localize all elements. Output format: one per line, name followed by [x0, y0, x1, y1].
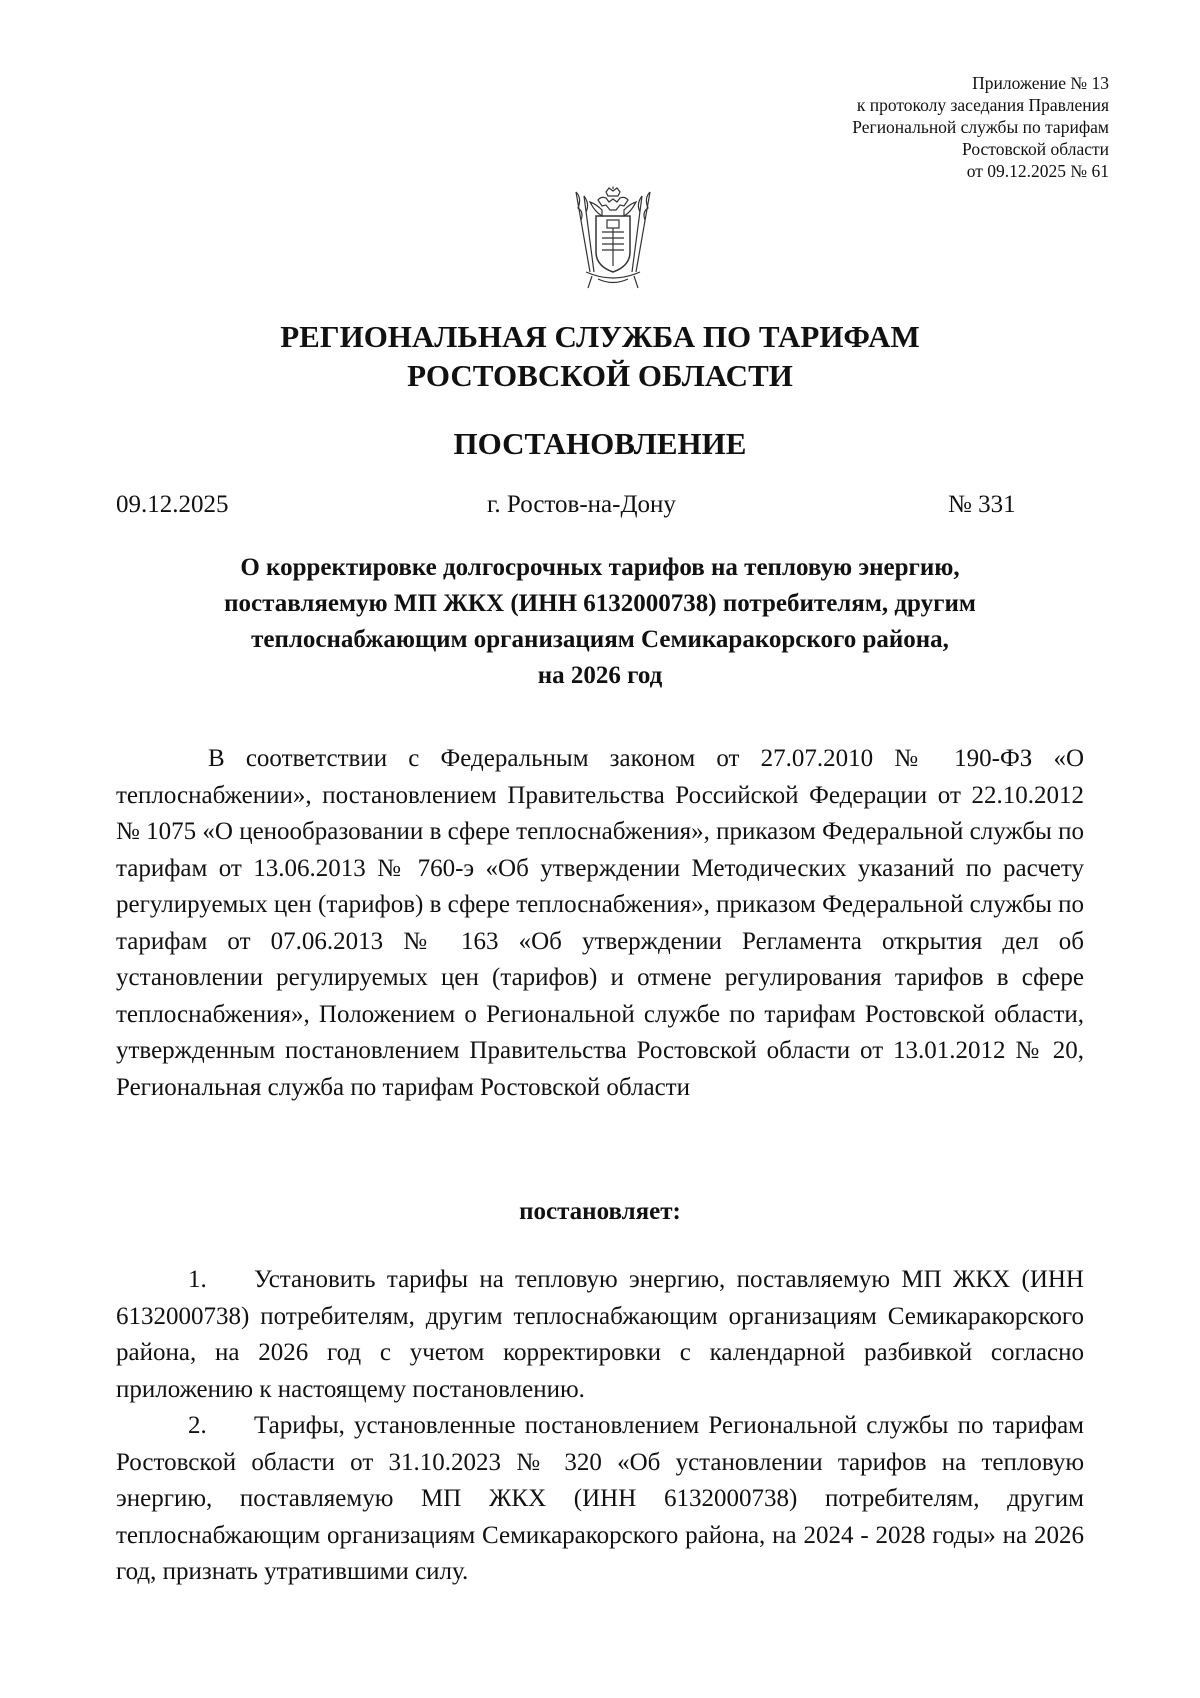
- organization-name-line: РЕГИОНАЛЬНАЯ СЛУЖБА ПО ТАРИФАМ: [280, 319, 920, 354]
- list-item: [116, 1408, 1084, 1591]
- item-number: 1.: [188, 1266, 207, 1293]
- decree-word: постановляет:: [519, 1198, 681, 1225]
- appendix-line: Региональной службы по тарифам: [852, 117, 1109, 137]
- document-date: 09.12.2025: [116, 491, 229, 518]
- appendix-reference: [689, 72, 1109, 182]
- organization-name-line: РОСТОВСКОЙ ОБЛАСТИ: [407, 358, 793, 393]
- rostov-oblast-coat-of-arms-icon: [568, 186, 658, 290]
- list-item: [116, 1262, 1084, 1408]
- preamble-paragraph: В соответствии с Федеральным законом от 27.07.2010 № 190-ФЗ «О теплоснабжении», постановлением Правительства Российской Федерации от 22.10.2012 № 1075 «О ценообразовании в сфере теплоснабжения», приказом Федеральной службы по тарифам от 13.06.2013 № 760-э «Об утверждении Методических указаний по расчету регулируемых цен (тарифов) в сфере теплоснабжения», приказом Федеральной службы по тарифам от 07.06.2013 № 163 «Об утверждении Регламента открытия дел об установлении регулируемых цен (тарифов) и отмене регулирования тарифов в сфере теплоснабжения», Положением о Региональной службе по тарифам Ростовской области, утвержденным постановлением Правительства Ростовской области от 13.01.2012 № 20, Региональная служба по тарифам Ростовской области: [116, 745, 1084, 1101]
- appendix-line: Приложение № 13: [972, 73, 1109, 93]
- resolution-items: [116, 1262, 1084, 1591]
- item-text: Тарифы, установленные постановлением Региональной службы по тарифам Ростовской области от 31.10.2023 № 320 «Об установлении тарифов на тепловую энергию, поставляемую МП ЖКХ (ИНН 6132000738) потребителям, другим теплоснабжающим организациям Семикаракорского района, на 2024 - 2028 годы» на 2026 год, признать утратившими силу.: [116, 1412, 1084, 1585]
- item-text: Установить тарифы на тепловую энергию, поставляемую МП ЖКХ (ИНН 6132000738) потребителям, другим теплоснабжающим организациям Семикаракорского района, на 2026 год с учетом корректировки с календарной разбивкой согласно приложению к настоящему постановлению.: [116, 1266, 1084, 1403]
- document-type: ПОСТАНОВЛЕНИЕ: [453, 426, 747, 461]
- document-number: № 331: [948, 491, 1016, 518]
- appendix-line: от 09.12.2025 № 61: [966, 161, 1109, 181]
- title-line: поставляемую МП ЖКХ (ИНН 6132000738) потребителям, другим: [224, 590, 976, 617]
- appendix-line: Ростовской области: [962, 139, 1109, 159]
- title-line: на 2026 год: [537, 662, 663, 689]
- appendix-line: к протоколу заседания Правления: [856, 95, 1109, 115]
- document-city: г. Ростов-на-Дону: [487, 491, 676, 518]
- title-line: О корректировке долгосрочных тарифов на тепловую энергию,: [240, 554, 960, 581]
- document-title: [120, 550, 1080, 694]
- title-line: теплоснабжающим организациям Семикаракорского района,: [251, 626, 949, 653]
- item-number: 2.: [188, 1412, 207, 1439]
